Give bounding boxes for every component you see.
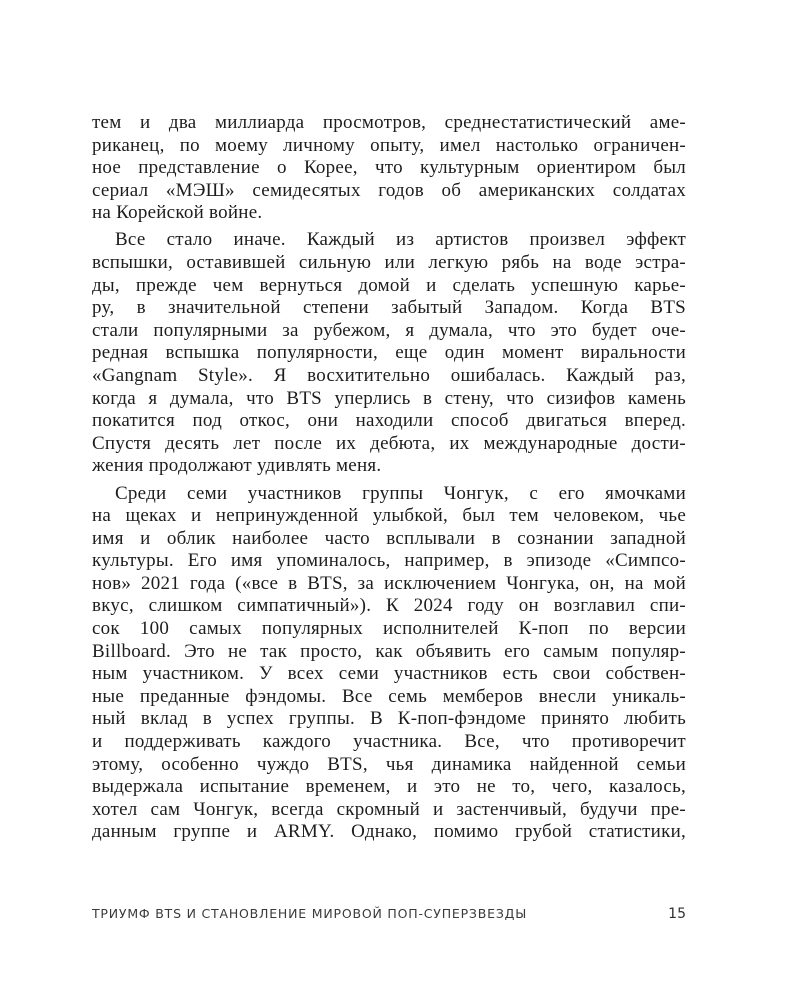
text-line: Billboard. Это не так просто, как объявить его самым популяр- bbox=[92, 640, 686, 662]
paragraph bbox=[92, 229, 686, 478]
text-line: покатится под откос, они находили способ двигаться вперед. bbox=[92, 410, 686, 432]
text-line: ный вклад в успех группы. В К-поп-фэндоме принято любить bbox=[92, 708, 686, 730]
text-line: и поддерживать каждого участника. Все, что противоречит bbox=[92, 731, 686, 753]
paragraph bbox=[92, 483, 686, 845]
text-line: вкус, слишком симпатичный»). К 2024 году он возглавил спи- bbox=[92, 595, 686, 617]
text-line: ное представление о Корее, что культурным ориентиром был bbox=[92, 157, 686, 179]
page-number: 15 bbox=[668, 906, 686, 922]
page-footer bbox=[92, 906, 686, 922]
text-line: выдержала испытание временем, и это не то, чего, казалось, bbox=[92, 776, 686, 798]
text-line: Среди семи участников группы Чонгук, с его ямочками bbox=[115, 482, 686, 504]
text-line: вспышки, оставившей сильную или легкую рябь на воде эстра- bbox=[92, 252, 686, 274]
text-line: тем и два миллиарда просмотров, среднестатистический аме- bbox=[92, 112, 686, 133]
text-line: сок 100 самых популярных исполнителей К-поп по версии bbox=[92, 618, 686, 640]
text-line: Все стало иначе. Каждый из артистов произвел эффект bbox=[115, 229, 686, 251]
text-line: нов» 2021 года («все в BTS, за исключением Чонгука, он, на мой bbox=[92, 572, 686, 594]
text-line: хотел сам Чонгук, всегда скромный и застенчивый, будучи пре- bbox=[92, 798, 686, 820]
running-title: ТРИУМФ BTS И СТАНОВЛЕНИЕ МИРОВОЙ ПОП-СУПЕРЗВЕЗДЫ bbox=[92, 906, 528, 921]
text-line: Спустя десять лет после их дебюта, их международные дости- bbox=[92, 432, 686, 454]
text-line: ные преданные фэндомы. Все семь мемберов внесли уникаль- bbox=[92, 685, 686, 707]
text-line: ным участником. У всех семи участников есть свои собствен- bbox=[92, 663, 686, 685]
text-line: редная вспышка популярности, еще один момент виральности bbox=[92, 342, 686, 364]
text-line: на Корейской войне. bbox=[92, 202, 263, 224]
text-line: когда я думала, что BTS уперлись в стену, что сизифов камень bbox=[92, 387, 686, 409]
text-line: стали популярными за рубежом, я думала, что это будет оче- bbox=[92, 319, 686, 341]
text-line: культуры. Его имя упоминалось, например, в эпизоде «Симпсо- bbox=[92, 550, 686, 572]
text-line: ру, в значительной степени забытый Западом. Когда BTS bbox=[92, 297, 686, 319]
text-block bbox=[92, 112, 686, 844]
text-line: «Gangnam Style». Я восхитительно ошибалась. Каждый раз, bbox=[92, 365, 686, 387]
text-line: ды, прежде чем вернуться домой и сделать успешную карье- bbox=[92, 274, 686, 296]
text-line: жения продолжают удивлять меня. bbox=[92, 455, 382, 477]
text-line: сериал «МЭШ» семидесятых годов об американских солдатах bbox=[92, 179, 686, 201]
text-line: данным группе и ARMY. Однако, помимо грубой статистики, bbox=[92, 821, 686, 843]
text-line: на щеках и непринужденной улыбкой, был тем человеком, чье bbox=[92, 505, 686, 527]
text-line: имя и облик наиболее часто всплывали в сознании западной bbox=[92, 527, 686, 549]
paragraph bbox=[92, 112, 686, 225]
text-line: риканец, по моему личному опыту, имел настолько ограничен- bbox=[92, 134, 686, 156]
text-line: этому, особенно чуждо BTS, чья динамика найденной семьи bbox=[92, 753, 686, 775]
